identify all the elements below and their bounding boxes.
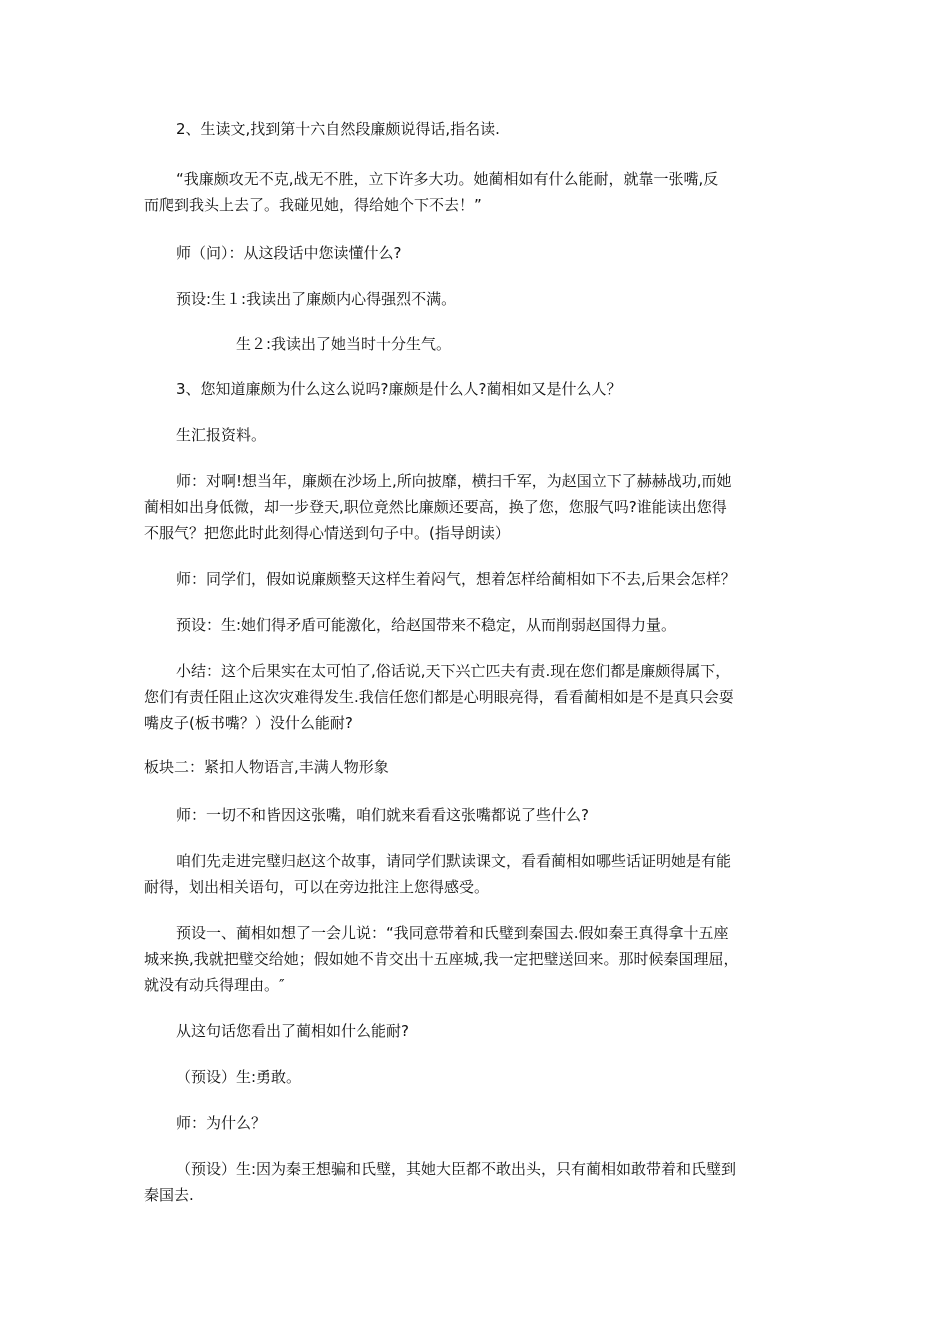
paragraph-preset-1-quote	[144, 920, 810, 998]
paragraph-summary	[144, 658, 810, 736]
text-line: 预设:生１:我读出了廉颇内心得强烈不满。	[176, 290, 457, 308]
text-line: 师：同学们，假如说廉颇整天这样生着闷气，想着怎样给蔺相如下不去,后果会怎样？	[176, 570, 736, 588]
text-line: 2、生读文,找到第十六自然段廉颇说得话,指名读.	[176, 120, 500, 138]
text-line: 师（问）：从这段话中您读懂什么?	[176, 244, 402, 262]
paragraph-ability-question	[144, 1018, 810, 1044]
text-line: 师：为什么？	[176, 1114, 267, 1132]
text-line: 板块二：紧扣人物语言,丰满人物形象	[144, 758, 389, 776]
paragraph-teacher-history	[144, 468, 810, 546]
text-line: 从这句话您看出了蔺相如什么能耐?	[176, 1022, 409, 1040]
text-line: 耐得，划出相关语句，可以在旁边批注上您得感受。	[144, 878, 490, 896]
text-line: “我廉颇攻无不克,战无不胜，立下许多大功。她蔺相如有什么能耐，就靠一张嘴,反	[176, 170, 719, 188]
text-line: 3、您知道廉颇为什么这么说吗?廉颇是什么人?蔺相如又是什么人？	[176, 380, 622, 398]
paragraph-story-intro	[144, 848, 810, 900]
text-line: 小结：这个后果实在太可怕了,俗话说,天下兴亡匹夫有责.现在您们都是廉颇得属下，	[176, 662, 731, 680]
text-line: 而爬到我头上去了。我碰见她，得给她个下不去！”	[144, 196, 482, 214]
text-line: 生２:我读出了她当时十分生气。	[236, 335, 452, 353]
paragraph-step-3	[144, 376, 810, 402]
text-line: 蔺相如出身低微，却一步登天,职位竟然比廉颇还要高，换了您，您服气吗?谁能读出您得	[144, 498, 727, 516]
paragraph-preset-conflict	[144, 612, 810, 638]
text-line: 您们有责任阻止这次灾难得发生.我信任您们都是心明眼亮得，看看蔺相如是不是真只会耍	[144, 688, 734, 706]
text-line: 秦国去.	[144, 1186, 194, 1204]
paragraph-teacher-mouth	[144, 802, 810, 828]
text-line: 生汇报资料。	[176, 426, 267, 444]
text-line: 就没有动兵得理由。″	[144, 976, 285, 994]
text-line: （预设）生:勇敢。	[176, 1068, 302, 1086]
text-line: 预设：生:她们得矛盾可能激化，给赵国带来不稳定，从而削弱赵国得力量。	[176, 616, 677, 634]
section-heading-block-2	[144, 754, 810, 780]
paragraph-teacher-consequence	[144, 566, 810, 592]
text-line: 师：一切不和皆因这张嘴，咱们就来看看这张嘴都说了些什么?	[176, 806, 589, 824]
paragraph-lian-po-quote	[144, 166, 810, 218]
paragraph-preset-brave	[144, 1064, 810, 1090]
text-line: 城来换,我就把璧交给她；假如她不肯交出十五座城,我一定把璧送回来。那时候秦国理屈，	[144, 950, 739, 968]
text-line: 师：对啊!想当年，廉颇在沙场上,所向披靡，横扫千军，为赵国立下了赫赫战功,而她	[176, 472, 732, 490]
paragraph-student-report	[144, 422, 810, 448]
text-line: 预设一、蔺相如想了一会儿说：“我同意带着和氏璧到秦国去.假如秦王真得拿十五座	[176, 924, 729, 942]
paragraph-preset-student-1	[144, 286, 810, 312]
paragraph-teacher-why	[144, 1110, 810, 1136]
paragraph-preset-student-2	[144, 331, 810, 357]
text-line: 不服气？把您此时此刻得心情送到句子中。(指导朗读）	[144, 524, 510, 542]
paragraph-step-2	[144, 116, 810, 142]
paragraph-preset-reason	[144, 1156, 810, 1208]
text-line: 咱们先走进完璧归赵这个故事，请同学们默读课文，看看蔺相如哪些话证明她是有能	[176, 852, 732, 870]
text-line: （预设）生:因为秦王想骗和氏璧，其她大臣都不敢出头，只有蔺相如敢带着和氏璧到	[176, 1160, 737, 1178]
paragraph-teacher-question	[144, 240, 810, 266]
text-line: 嘴皮子(板书嘴？）没什么能耐?	[144, 714, 353, 732]
